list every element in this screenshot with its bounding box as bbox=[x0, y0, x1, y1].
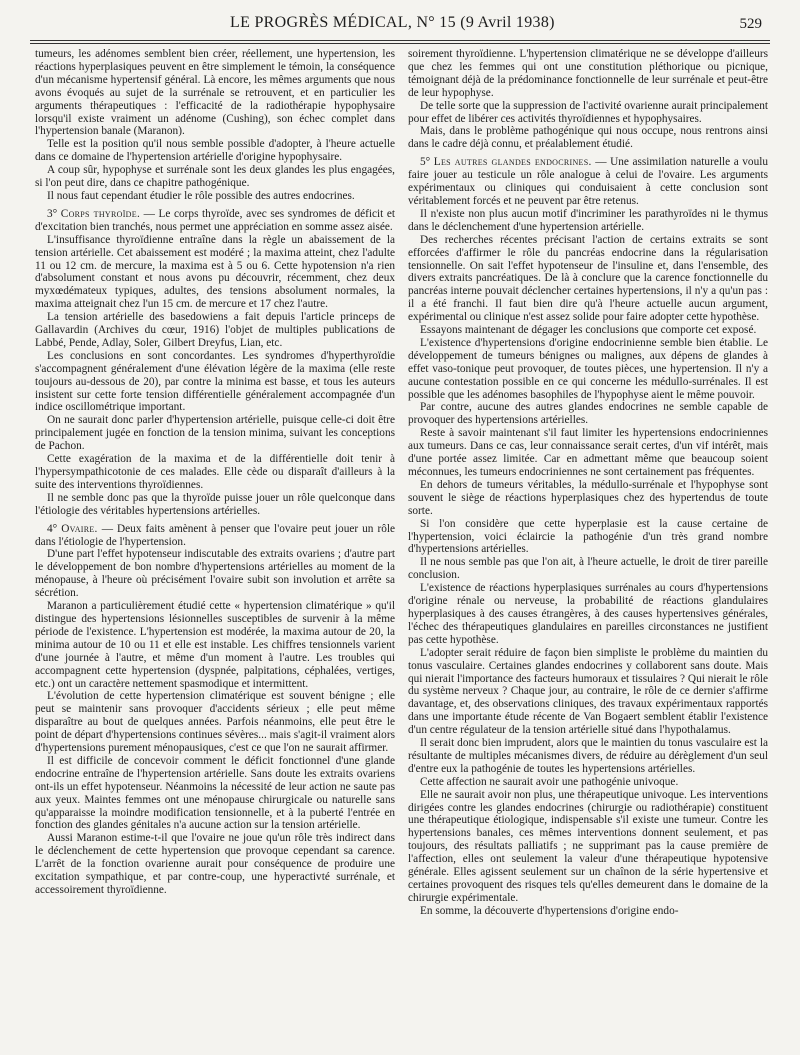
continued-paragraph: tumeurs, les adénomes semblent bien créer, réellement, une hypertension, les réactions hyperplasiques peuvent en être simplement le témoin, la conséquence d'un mécanisme hypertensif général. Là encore, les mêmes arguments que nous avons évoqués au sujet de la surrénale se retrouvent, et en particulier les arguments thérapeutiques : l'efficacité de la radiothérapie hypophysaire lorsqu'il existe vraiment un adénome (Cushing), son échec complet dans l'hypertension banale (Maranon). bbox=[35, 48, 395, 138]
section-number: 5° bbox=[420, 156, 431, 169]
paragraph: Il nous faut cependant étudier le rôle possible des autres endocrines. bbox=[47, 189, 355, 202]
left-column bbox=[35, 48, 395, 1048]
paragraph: Si l'on considère que cette hyperplasie est la cause certaine de l'hypertension, voici éclaircie la pathogénie d'un très grand nombre d'hypertensions artérielles. bbox=[408, 517, 768, 556]
paragraph: Reste à savoir maintenant s'il faut limiter les hypertensions endocriniennes aux tumeurs. Dans ce cas, leur connaissance serait certes, d'un vif intérêt, mais d'une portée assez limitée. Car en admettant même que beaucoup soient méconnues, les tumeurs endocriniennes ne sont certainement pas fréquentes. bbox=[408, 427, 768, 478]
section-text: — Une assimilation naturelle a voulu faire jouer au testicule un rôle analogue à celui de l'ovaire. Les arguments expérimentaux ou cliniques qui conduisaient à cette conclusion sont véritablement forcés et ne peuvent par être retenus. bbox=[408, 156, 768, 207]
section-number: 4° bbox=[47, 522, 58, 535]
section-number: 3° bbox=[47, 207, 58, 220]
paragraph: L'évolution de cette hypertension climatérique est souvent bénigne ; elle peut se maintenir sans provoquer d'accidents sérieux ; elle peut même disparaître au bout de quelques années. Parfois néanmoins, elle peut être le point de départ d'hypertensions continues sévères... mais s'agit-il vraiment alors d'hypertensions purement ménopausiques, c'est ce que l'on ne saurait affirmer. bbox=[35, 690, 395, 755]
right-column bbox=[408, 48, 768, 1048]
section-paragraph bbox=[408, 156, 768, 208]
section-title: Corps thyroïde. bbox=[60, 207, 141, 220]
paragraph: Des recherches récentes précisant l'action de certains extraits se sont efforcées d'affirmer le rôle du pancréas endocrine dans la régularisation tensionnelle. On sait l'effet hypotenseur de l'insuline et, dans l'ensemble, des divers extraits pancréatiques. De là à conclure que la carence fonctionnelle du pancréas interne pouvait déclencher certaines hypertensions, il n'y a qu'un pas : il a été franchi. Il faut bien dire qu'à l'heure actuelle aucun argument, expérimental ou clinique n'est assez solide pour faire adopter cette hypothèse. bbox=[408, 233, 768, 324]
section-title: Les autres glandes endocrines. bbox=[433, 156, 592, 169]
paragraph: La tension artérielle des basedowiens a fait depuis l'article princeps de Gallavardin (Archives du cœur, 1916) l'objet de multiples publications de Labbé, Pende, Adlay, Soler, Gilbert Dreyfus, Lian, etc. bbox=[35, 311, 395, 349]
paragraph: En somme, la découverte d'hypertensions d'origine endo- bbox=[420, 904, 679, 917]
paragraph: L'existence d'hypertensions d'origine endocrinienne semble bien établie. Le développement de tumeurs bénignes ou malignes, aux dépens de glandes à effet vaso-tonique peut provoquer, de toutes pièces, une hypertension. Il n'y a aucune contestation possible en ce qui concerne les médullo-surrénales. Il est possible que les adénomes basophiles de l'hypophyse aient le même pouvoir. bbox=[408, 336, 768, 401]
paragraph: Il n'existe non plus aucun motif d'incriminer les parathyroïdes ni le thymus dans le déclenchement d'une hypertension artérielle. bbox=[408, 207, 768, 233]
paragraph: Par contre, aucune des autres glandes endocrines ne semble capable de provoquer des hypertensions artérielles. bbox=[408, 401, 768, 427]
paragraph: L'insuffisance thyroïdienne entraîne dans la règle un abaissement de la tension artérielle. Cet abaissement est modéré ; la maxima atteint, chez l'adulte 11 ou 12 cm. de mercure, la maxima est à 5 ou 6. Cette hypotension n'a rien d'absolument constant et nous avons pu découvrir, récemment, chez deux myxœdémateux typiques, adultes, des tensions absolument normales, la maxima atteignait chez l'un 15 cm. de mercure et 17 chez l'autre. bbox=[35, 233, 395, 311]
section-text: — Le corps thyroïde, avec ses syndromes de déficit et d'excitation bien tranchés, nous permet une appréciation en somme assez aisée. bbox=[35, 207, 395, 233]
running-title: LE PROGRÈS MÉDICAL, N° 15 (9 Avril 1938) bbox=[230, 14, 555, 31]
paragraph: Essayons maintenant de dégager les conclusions que comporte cet exposé. bbox=[420, 324, 757, 337]
header-rule-top bbox=[30, 40, 770, 41]
paragraph: Cette affection ne saurait avoir une pathogénie univoque. bbox=[420, 775, 679, 788]
paragraph: A coup sûr, hypophyse et surrénale sont les deux glandes les plus engagées, si l'on peut dire, dans ce chapitre pathogénique. bbox=[35, 164, 395, 190]
paragraph: Les conclusions en sont concordantes. Les syndromes d'hyperthyroïdie s'accompagnent généralement d'une élévation légère de la maxima (elle reste toujours au-dessous de 20), par contre la minima est basse, et tous les auteurs insistent sur cette forte tension différentielle généralement accompagnée d'un indice oscillométrique important. bbox=[35, 349, 395, 414]
paragraph: Il ne nous semble pas que l'on ait, à l'heure actuelle, le droit de tirer pareille conclusion. bbox=[408, 556, 768, 582]
paragraph: Il ne semble donc pas que la thyroïde puisse jouer un rôle quelconque dans l'étiologie des véritables hypertensions artérielles. bbox=[35, 491, 395, 517]
paragraph: Il serait donc bien imprudent, alors que le maintien du tonus vasculaire est la résultante de multiples mécanismes divers, de réduire au dérèglement d'un seul d'entre eux la pathogénie de toutes les hypertensions artérielles. bbox=[408, 737, 768, 775]
header-rule-bottom bbox=[30, 43, 770, 44]
paragraph: Cette exagération de la maxima et de la différentielle doit tenir à l'hypersympathicotonie de ces malades. Elle cède ou disparaît d'ailleurs à la suite des interventions thyroïdiennes. bbox=[35, 453, 395, 491]
paragraph: Telle est la position qu'il nous semble possible d'adopter, à l'heure actuelle dans ce domaine de l'hypertension artérielle d'origine hypophysaire. bbox=[35, 138, 395, 164]
paragraph: D'une part l'effet hypotenseur indiscutable des extraits ovariens ; d'autre part le développement de bon nombre d'hypertensions artérielles au moment de la ménopause, à l'heure où précisément l'ovaire subit son involution et arrête sa sécrétion. bbox=[35, 548, 395, 600]
page-number: 529 bbox=[739, 16, 762, 32]
paragraph: En dehors de tumeurs véritables, la médullo-surrénale et l'hypophyse sont souvent le siège de réactions hyperplasiques chez des hypertendus de toute sorte. bbox=[408, 478, 768, 517]
page-header bbox=[30, 14, 770, 38]
paragraph: Mais, dans le problème pathogénique qui nous occupe, nous rentrons ainsi dans le cadre déjà connu, et préalablement étudié. bbox=[408, 125, 768, 151]
section-title: Ovaire. bbox=[61, 522, 98, 535]
section-paragraph bbox=[35, 523, 395, 549]
paragraph: L'existence de réactions hyperplasiques surrénales au cours d'hypertensions d'origine rénale ou nerveuse, la probabilité de réactions glandulaires hyperplasiques à des causes étrangères, à des causes hypertensives générales, l'échec des thérapeutiques glandulaires en pareilles circonstances ne justifient pas cette hypothèse. bbox=[408, 582, 768, 646]
paragraph: Elle ne saurait avoir non plus, une thérapeutique univoque. Les interventions dirigées contre les glandes endocrines (chirurgie ou radiothérapie) constituent une thérapeutique étiologique, indispensable s'il existe une tumeur. Contre les hypertensions banales, ces mêmes interventions donnent seulement, et pas toujours, des résultats palliatifs ; ne supprimant pas la cause première de l'affection, elles ont seulement la valeur d'une thérapeutique hypotensive générale. Elles agissent seulement sur un chaînon de la série hypertensive et certaines provoquent des risques tels qu'elles demeurent dans le domaine de la chirurgie expérimentale. bbox=[408, 788, 768, 904]
paragraph: On ne saurait donc parler d'hypertension artérielle, puisque celle-ci doit être principalement jugée en fonction de la tension minima, suivant les conceptions de Pachon. bbox=[35, 414, 395, 453]
paragraph: Il est difficile de concevoir comment le déficit fonctionnel d'une glande endocrine entraîne de l'hypertension artérielle. Sans doute les extraits ovariens ont-ils un effet hypotenseur. Néanmoins la nécessité de leur action ne saute pas aux yeux. Maintes femmes ont une ménopause chirurgicale ou naturelle sans qu'apparaisse la moindre modification tensionnelle, et à la puberté l'entrée en fonction des glandes génitales n'a aucune action sur la tension artérielle. bbox=[35, 754, 395, 832]
section-text: — Deux faits amènent à penser que l'ovaire peut jouer un rôle dans l'étiologie de l'hypertension. bbox=[35, 522, 395, 548]
section-paragraph bbox=[35, 208, 395, 234]
paragraph: L'adopter serait réduire de façon bien simpliste le problème du maintien du tonus vasculaire. Certaines glandes endocrines y collaborent sans doute. Mais qui nierait l'importance des facteurs humoraux et tissulaires ? Qui nierait le rôle du système nerveux ? Chaque jour, au contraire, le rôle de ce dernier s'affirme davantage, et, des observations cliniques, des travaux expérimentaux rapportés dans une importante étude récente de Van Bogaert semblent établir l'existence d'un centre régulateur de la tension artérielle situé dans l'hypothalamus. bbox=[408, 646, 768, 737]
paragraph: De telle sorte que la suppression de l'activité ovarienne aurait principalement pour effet de libérer ces activités thyroïdiennes et hypophysaires. bbox=[408, 99, 768, 125]
paragraph: Aussi Maranon estime-t-il que l'ovaire ne joue qu'un rôle très indirect dans le déclenchement de cette hypertension que provoque cependant sa carence. L'arrêt de la fonction ovarienne aurait pour conséquence de produire une excitation sympathique, et par contre-coup, une hyperactivté surrénale, et accessoirement thyroïdienne. bbox=[35, 832, 395, 896]
paragraph: Maranon a particulièrement étudié cette « hypertension climatérique » qu'il distingue des hypertensions lésionnelles susceptibles de survenir à la même période de l'existence. L'hypertension est modérée, la maxima autour de 20, la minima autour de 10 ou 11 et elle est instable. Les chiffres tensionnels varient d'une journée à l'autre, et même d'un moment à l'autre. Les troubles qui accompagnent cette hypertension (dyspnée, palpitations, céphalées, vertiges, etc.) ont un caractère nettement spasmodique et intermittent. bbox=[35, 600, 395, 690]
continued-paragraph: soirement thyroïdienne. L'hypertension climatérique ne se développe d'ailleurs que chez les femmes qui ont une constitution pléthorique ou picnique, témoignant déjà de la prédominance fonctionnelle de leur surrénale et peut-être de leur hypophyse. bbox=[408, 48, 768, 99]
